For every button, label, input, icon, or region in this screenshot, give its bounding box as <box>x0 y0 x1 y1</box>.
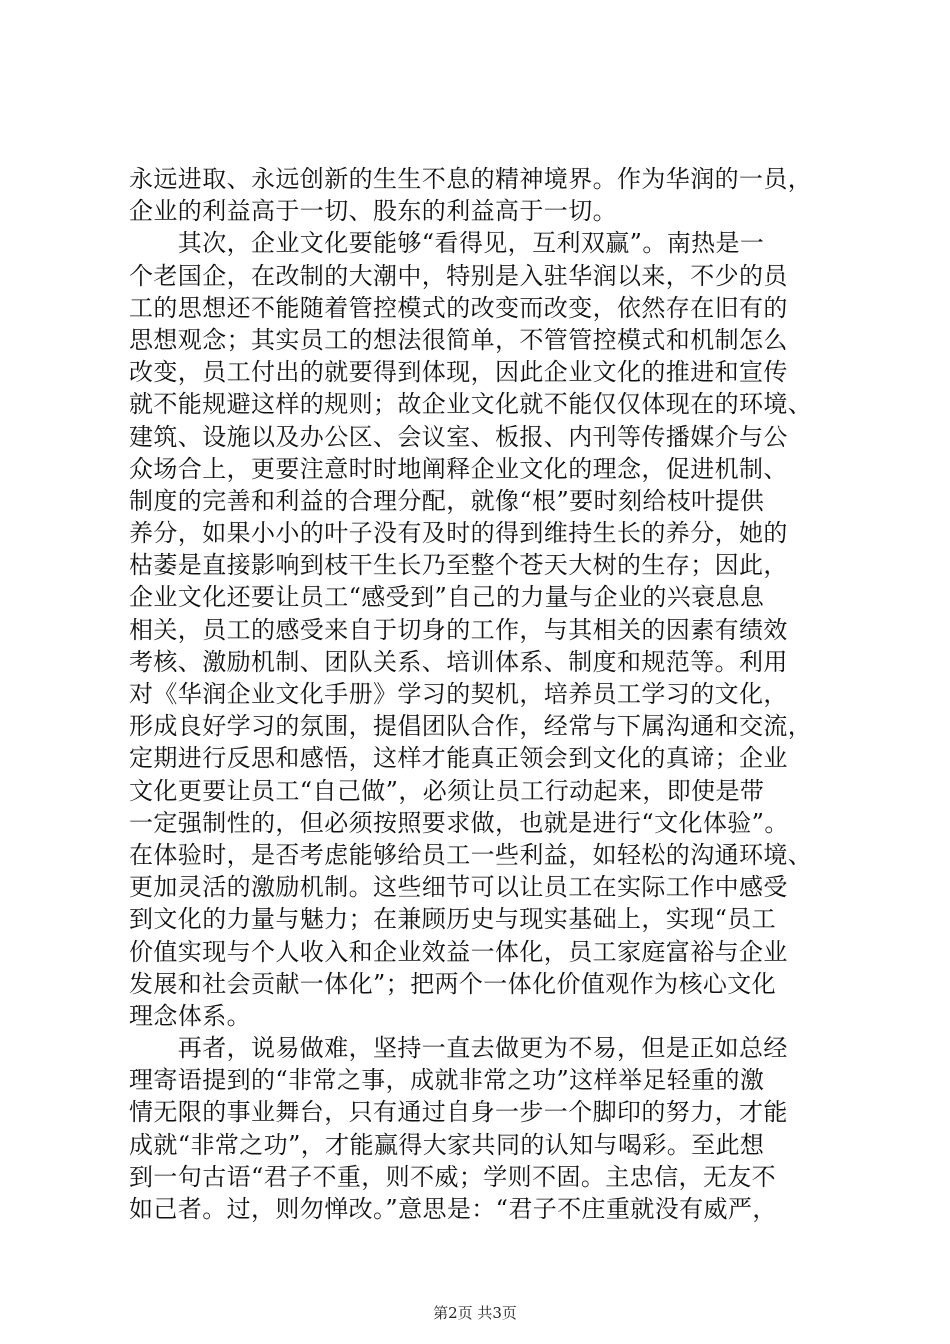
page-number-footer: 第2页 共3页 <box>433 1304 517 1322</box>
text-line: 工的思想还不能随着管控模式的改变而改变，依然存在旧有的 <box>129 293 788 322</box>
text-line: 理念体系。 <box>129 1001 251 1030</box>
text-line: 企业的利益高于一切、股东的利益高于一切。 <box>129 197 617 226</box>
text-line: 永远进取、永远创新的生生不息的精神境界。作为华润的一员， <box>129 165 813 193</box>
text-line: 企业文化还要让员工“感受到”自己的力量与企业的兴衰息息 <box>129 583 765 612</box>
text-line: 思想观念；其实员工的想法很简单，不管管控模式和机制怎么 <box>129 325 788 354</box>
text-line: 建筑、设施以及办公区、会议室、板报、内刊等传播媒介与公 <box>129 422 788 451</box>
text-line: 众场合上，更要注意时时地阐释企业文化的理念，促进机制、 <box>129 454 788 483</box>
text-line: 如己者。过，则勿惮改。”意思是：“君子不庄重就没有威严， <box>129 1195 777 1223</box>
text-line: 更加灵活的激励机制。这些细节可以让员工在实际工作中感受 <box>129 873 788 902</box>
text-line: 到文化的力量与魅力；在兼顾历史与现实基础上，实现“员工 <box>129 905 777 934</box>
text-line: 价值实现与个人收入和企业效益一体化，员工家庭富裕与企业 <box>129 937 788 966</box>
document-body <box>129 163 849 1225</box>
text-line: 文化更要让员工“自己做”，必须让员工行动起来，即使是带 <box>129 776 765 805</box>
text-line: 再者，说易做难，坚持一直去做更为不易，但是正如总经 <box>129 1034 788 1063</box>
text-line: 制度的完善和利益的合理分配，就像“根”要时刻给枝叶提供 <box>129 486 765 515</box>
text-line: 成就“非常之功”，才能赢得大家共同的认知与喝彩。至此想 <box>129 1130 765 1159</box>
text-line: 情无限的事业舞台，只有通过自身一步一个脚印的努力，才能 <box>129 1098 788 1127</box>
text-line: 枯萎是直接影响到枝干生长乃至整个苍天大树的生存；因此， <box>129 551 788 580</box>
text-line: 相关，员工的感受来自于切身的工作，与其相关的因素有绩效 <box>129 615 788 644</box>
text-line: 定期进行反思和感悟，这样才能真正领会到文化的真谛；企业 <box>129 744 788 773</box>
text-line: 其次，企业文化要能够“看得见，互利双赢”。南热是一 <box>129 229 765 258</box>
text-line: 理寄语提到的“非常之事，成就非常之功”这样举足轻重的激 <box>129 1066 765 1095</box>
text-line: 改变，员工付出的就要得到体现，因此企业文化的推进和宣传 <box>129 358 788 387</box>
text-line: 就不能规避这样的规则；故企业文化就不能仅仅体现在的环境、 <box>129 390 813 419</box>
text-line: 养分，如果小小的叶子没有及时的得到维持生长的养分，她的 <box>129 519 788 548</box>
text-line: 考核、激励机制、团队关系、培训体系、制度和规范等。利用 <box>129 647 788 676</box>
text-line: 发展和社会贡献一体化”；把两个一体化价值观作为核心文化 <box>129 969 777 998</box>
text-line: 个老国企，在改制的大潮中，特别是入驻华润以来，不少的员 <box>129 261 788 290</box>
text-line: 到一句古语“君子不重，则不威；学则不固。主忠信，无友不 <box>129 1162 777 1191</box>
text-line: 对《华润企业文化手册》学习的契机，培养员工学习的文化， <box>129 680 788 708</box>
text-line: 形成良好学习的氛围，提倡团队合作，经常与下属沟通和交流， <box>129 712 813 741</box>
text-line: 一定强制性的，但必须按照要求做，也就是进行“文化体验”。 <box>129 808 789 837</box>
text-line: 在体验时，是否考虑能够给员工一些利益，如轻松的沟通环境、 <box>129 840 813 869</box>
